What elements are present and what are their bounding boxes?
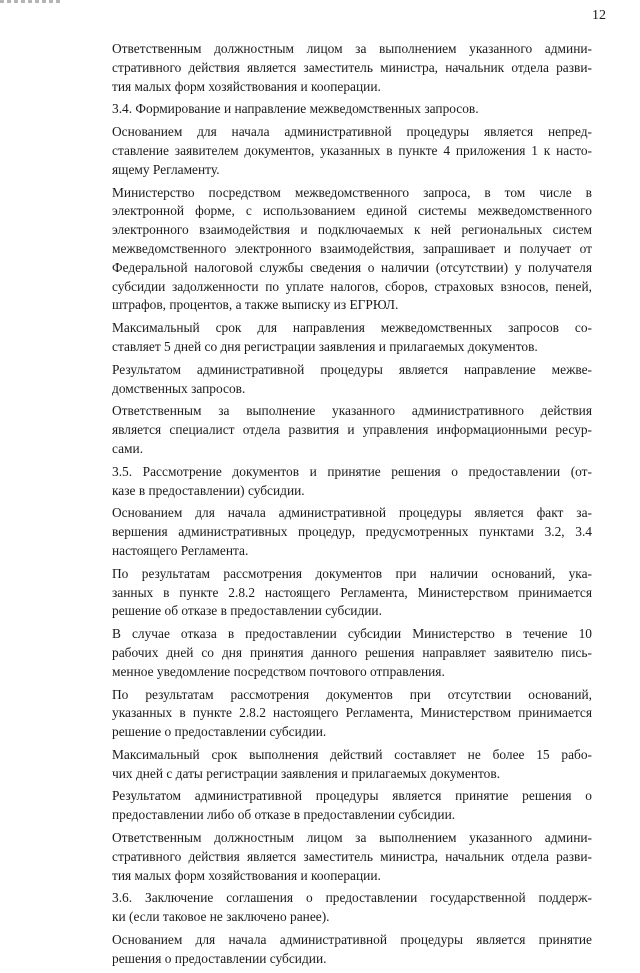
text-line: ставляет 5 дней со дня регистрации заявления и прилагаемых документов.	[112, 338, 538, 354]
text-line: 3.6. Заключение соглашения о предоставлении государственной поддерж-	[112, 890, 592, 906]
text-line: электронной форме, с использованием единой системы межведомственного	[112, 203, 592, 219]
paragraph	[76, 746, 592, 784]
text-line: сами.	[112, 440, 144, 456]
paragraph	[76, 889, 592, 927]
text-line: настоящего Регламента.	[112, 542, 249, 558]
paragraph	[76, 625, 592, 681]
text-line: тия малых форм хозяйствования и кооперации.	[112, 78, 381, 94]
paragraph	[76, 931, 592, 969]
paragraph	[76, 319, 592, 357]
text-line: штрафов, процентов, а также выписку из ЕГРЮЛ.	[112, 297, 399, 313]
text-line: казе в предоставлении) субсидии.	[112, 482, 305, 498]
text-line: стративного действия является заместитель министра, начальник отдела разви-	[112, 59, 592, 75]
page-number: 12	[592, 8, 606, 23]
text-line: По результатам рассмотрения документов при наличии оснований, ука-	[112, 565, 592, 581]
paragraph	[76, 565, 592, 621]
paragraph	[76, 463, 592, 501]
text-line: домственных запросов.	[112, 380, 246, 396]
text-line: Ответственным должностным лицом за выполнением указанного админи-	[112, 41, 592, 56]
text-line: решение об отказе в предоставлении субсидии.	[112, 603, 382, 619]
text-line: Максимальный срок для направления межведомственных запросов со-	[112, 320, 592, 336]
text-line: Результатом административной процедуры является направление межве-	[112, 361, 592, 377]
text-line: Ответственным за выполнение указанного административного действия	[112, 403, 592, 419]
text-line: предоставлении либо об отказе в предоставлении субсидии.	[112, 807, 456, 823]
text-line: Максимальный срок выполнения действий составляет не более 15 рабо-	[112, 746, 592, 762]
text-line: решение о предоставлении субсидии.	[112, 724, 327, 740]
paragraph	[76, 787, 592, 825]
text-line: рабочих дней со дня принятия данного решения направляет заявителю пись-	[112, 644, 592, 660]
paragraph	[76, 184, 592, 316]
paragraph	[76, 100, 592, 119]
text-line: тия малых форм хозяйствования и кооперации.	[112, 867, 381, 883]
paragraph	[76, 829, 592, 885]
text-line: По результатам рассмотрения документов при отсутствии оснований,	[112, 686, 592, 702]
text-line: ящему Регламенту.	[112, 161, 220, 177]
text-line: занных в пункте 2.8.2 настоящего Регламента, Министерством принимается	[112, 584, 592, 600]
text-line: Результатом административной процедуры является принятие решения о	[112, 788, 592, 804]
text-line: менное уведомление посредством почтового отправления.	[112, 663, 445, 679]
text-line: ставление заявителем документов, указанных в пункте 4 приложения 1 к насто-	[112, 142, 592, 158]
text-line: межведомственного электронного взаимодействия, запрашивает и получает от	[112, 240, 592, 256]
text-line: Основанием для начала административной процедуры является непред-	[112, 124, 592, 140]
text-line: В случае отказа в предоставлении субсидии Министерство в течение 10	[112, 626, 592, 642]
paragraph	[76, 40, 592, 96]
paragraph	[76, 361, 592, 399]
text-line: стративного действия является заместитель министра, начальник отдела разви-	[112, 848, 592, 864]
text-line: Основанием для начала административной процедуры является принятие	[112, 932, 592, 948]
text-line: вершения административных процедур, предусмотренных пунктами 3.2, 3.4	[112, 524, 592, 540]
text-line: Основанием для начала административной процедуры является факт за-	[112, 505, 592, 521]
text-line: решения о предоставлении субсидии.	[112, 950, 327, 966]
text-line: является специалист отдела развития и управления информационными ресур-	[112, 422, 592, 438]
text-line: чих дней с даты регистрации заявления и прилагаемых документов.	[112, 765, 501, 781]
text-line: указанных в пункте 2.8.2 настоящего Регламента, Министерством принимается	[112, 705, 592, 721]
text-line: электронного взаимодействия и подключаемых к ней региональных систем	[112, 222, 592, 238]
text-line: Ответственным должностным лицом за выполнением указанного админи-	[112, 830, 592, 846]
paragraph	[76, 686, 592, 742]
text-line: субсидии задолженности по уплате налогов, сборов, страховых взносов, пеней,	[112, 278, 592, 294]
scan-corner-mark	[0, 0, 62, 3]
text-line: 3.5. Рассмотрение документов и принятие решения о предоставлении (от-	[112, 463, 592, 479]
document-body	[76, 40, 592, 973]
paragraph	[76, 402, 592, 458]
text-line: Министерство посредством межведомственного запроса, в том числе в	[112, 184, 592, 200]
text-line: 3.4. Формирование и направление межведомственных запросов.	[112, 101, 479, 117]
paragraph	[76, 123, 592, 179]
paragraph	[76, 504, 592, 560]
text-line: Федеральной налоговой службы сведения о наличии (отсутствии) у получателя	[112, 259, 592, 275]
text-line: ки (если таковое не заключено ранее).	[112, 909, 330, 925]
